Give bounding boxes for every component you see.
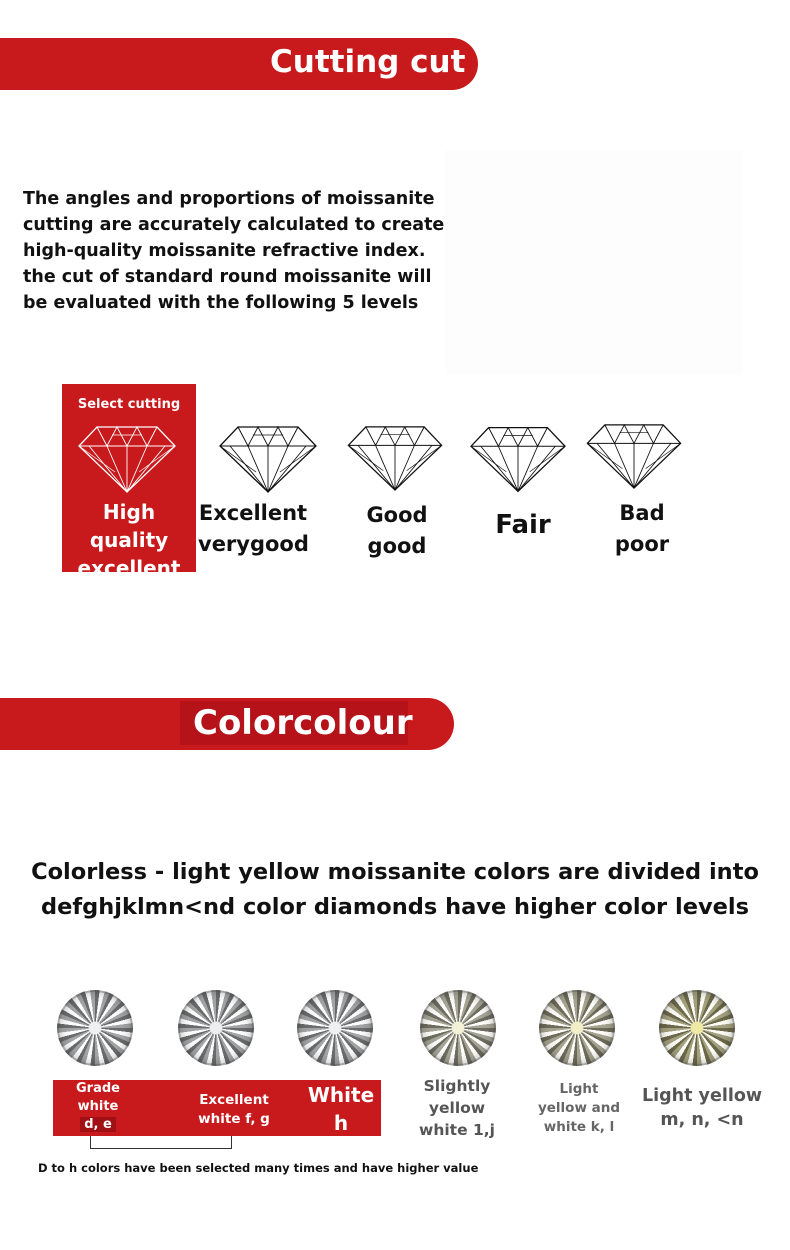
grade-bracket: [90, 1136, 232, 1149]
grade-line: Light: [559, 1081, 599, 1097]
cut-level-line: Fair: [495, 510, 551, 540]
cut-level-high-quality: [62, 498, 196, 582]
cut-level-line: Excellent: [198, 501, 308, 525]
stone-image: [297, 990, 373, 1066]
cut-level-line: Bad: [619, 501, 665, 525]
grade-line: Grade: [76, 1081, 120, 1096]
cutting-description-line: high-quality moissanite refractive index.: [23, 241, 426, 261]
diamond-icon: [76, 424, 178, 494]
grade-line: yellow and: [537, 1100, 621, 1116]
cutting-description-line: cutting are accurately calculated to create: [23, 215, 445, 235]
cutting-title: Cutting cut: [270, 44, 466, 80]
grade-line: yellow: [428, 1099, 486, 1117]
diamond-icon: [217, 424, 319, 494]
diamond-icon: [469, 424, 567, 494]
grade-line: Slightly: [423, 1077, 491, 1095]
stone-image: [178, 990, 254, 1066]
stone-image: [659, 990, 735, 1066]
cutting-description-line: be evaluated with the following 5 levels: [23, 293, 419, 313]
cut-level-fair: [488, 510, 558, 541]
grade-label-h: [304, 1081, 378, 1137]
diamond-icon: [585, 422, 683, 490]
cut-level-line: excellent: [77, 556, 181, 580]
grade-line: white: [77, 1099, 119, 1114]
cut-level-bad: [600, 498, 684, 560]
grade-label-mn: [640, 1084, 764, 1132]
stone-image: [539, 990, 615, 1066]
cut-level-line: verygood: [198, 532, 309, 556]
grade-line: white 1,j: [419, 1121, 495, 1139]
cut-level-line: good: [367, 534, 427, 558]
select-cutting-label: Select cutting: [77, 397, 181, 412]
stone-image: [420, 990, 496, 1066]
grade-line: white f, g: [198, 1111, 270, 1127]
grade-line: d, e: [80, 1117, 116, 1132]
color-note: D to h colors have been selected many times and have higher value: [38, 1161, 479, 1175]
grade-line: Light yellow: [641, 1086, 763, 1106]
color-description: [0, 855, 790, 925]
grade-label-de: [69, 1080, 127, 1134]
cut-level-excellent: [198, 498, 308, 560]
grade-line: m, n, <n: [660, 1110, 744, 1130]
cutting-description: [23, 186, 453, 316]
grade-line: h: [333, 1111, 349, 1135]
grade-label-fg: [196, 1091, 272, 1129]
grade-label-kl: [530, 1080, 628, 1137]
grade-label-ij: [415, 1075, 499, 1141]
cutting-banner: [0, 38, 478, 90]
color-description-line: defghjklmn<nd color diamonds have higher color levels: [41, 894, 749, 920]
stone-image: [57, 990, 133, 1066]
cut-level-good: [352, 500, 442, 562]
cutting-description-line: the cut of standard round moissanite will: [23, 267, 432, 287]
grade-line: white k, l: [543, 1119, 615, 1135]
cutting-description-line: The angles and proportions of moissanite: [23, 189, 435, 209]
diamond-icon: [345, 424, 445, 492]
grade-line: Excellent: [199, 1092, 269, 1108]
cut-level-line: poor: [614, 532, 670, 556]
cut-level-line: Good: [366, 503, 428, 527]
cut-level-line: High quality: [89, 500, 169, 552]
color-title: Colorcolour: [193, 703, 413, 743]
grade-line: White: [307, 1083, 375, 1107]
color-banner: [0, 698, 454, 750]
color-description-line: Colorless - light yellow moissanite colors are divided into: [31, 859, 759, 885]
product-photo-area: [445, 150, 743, 375]
